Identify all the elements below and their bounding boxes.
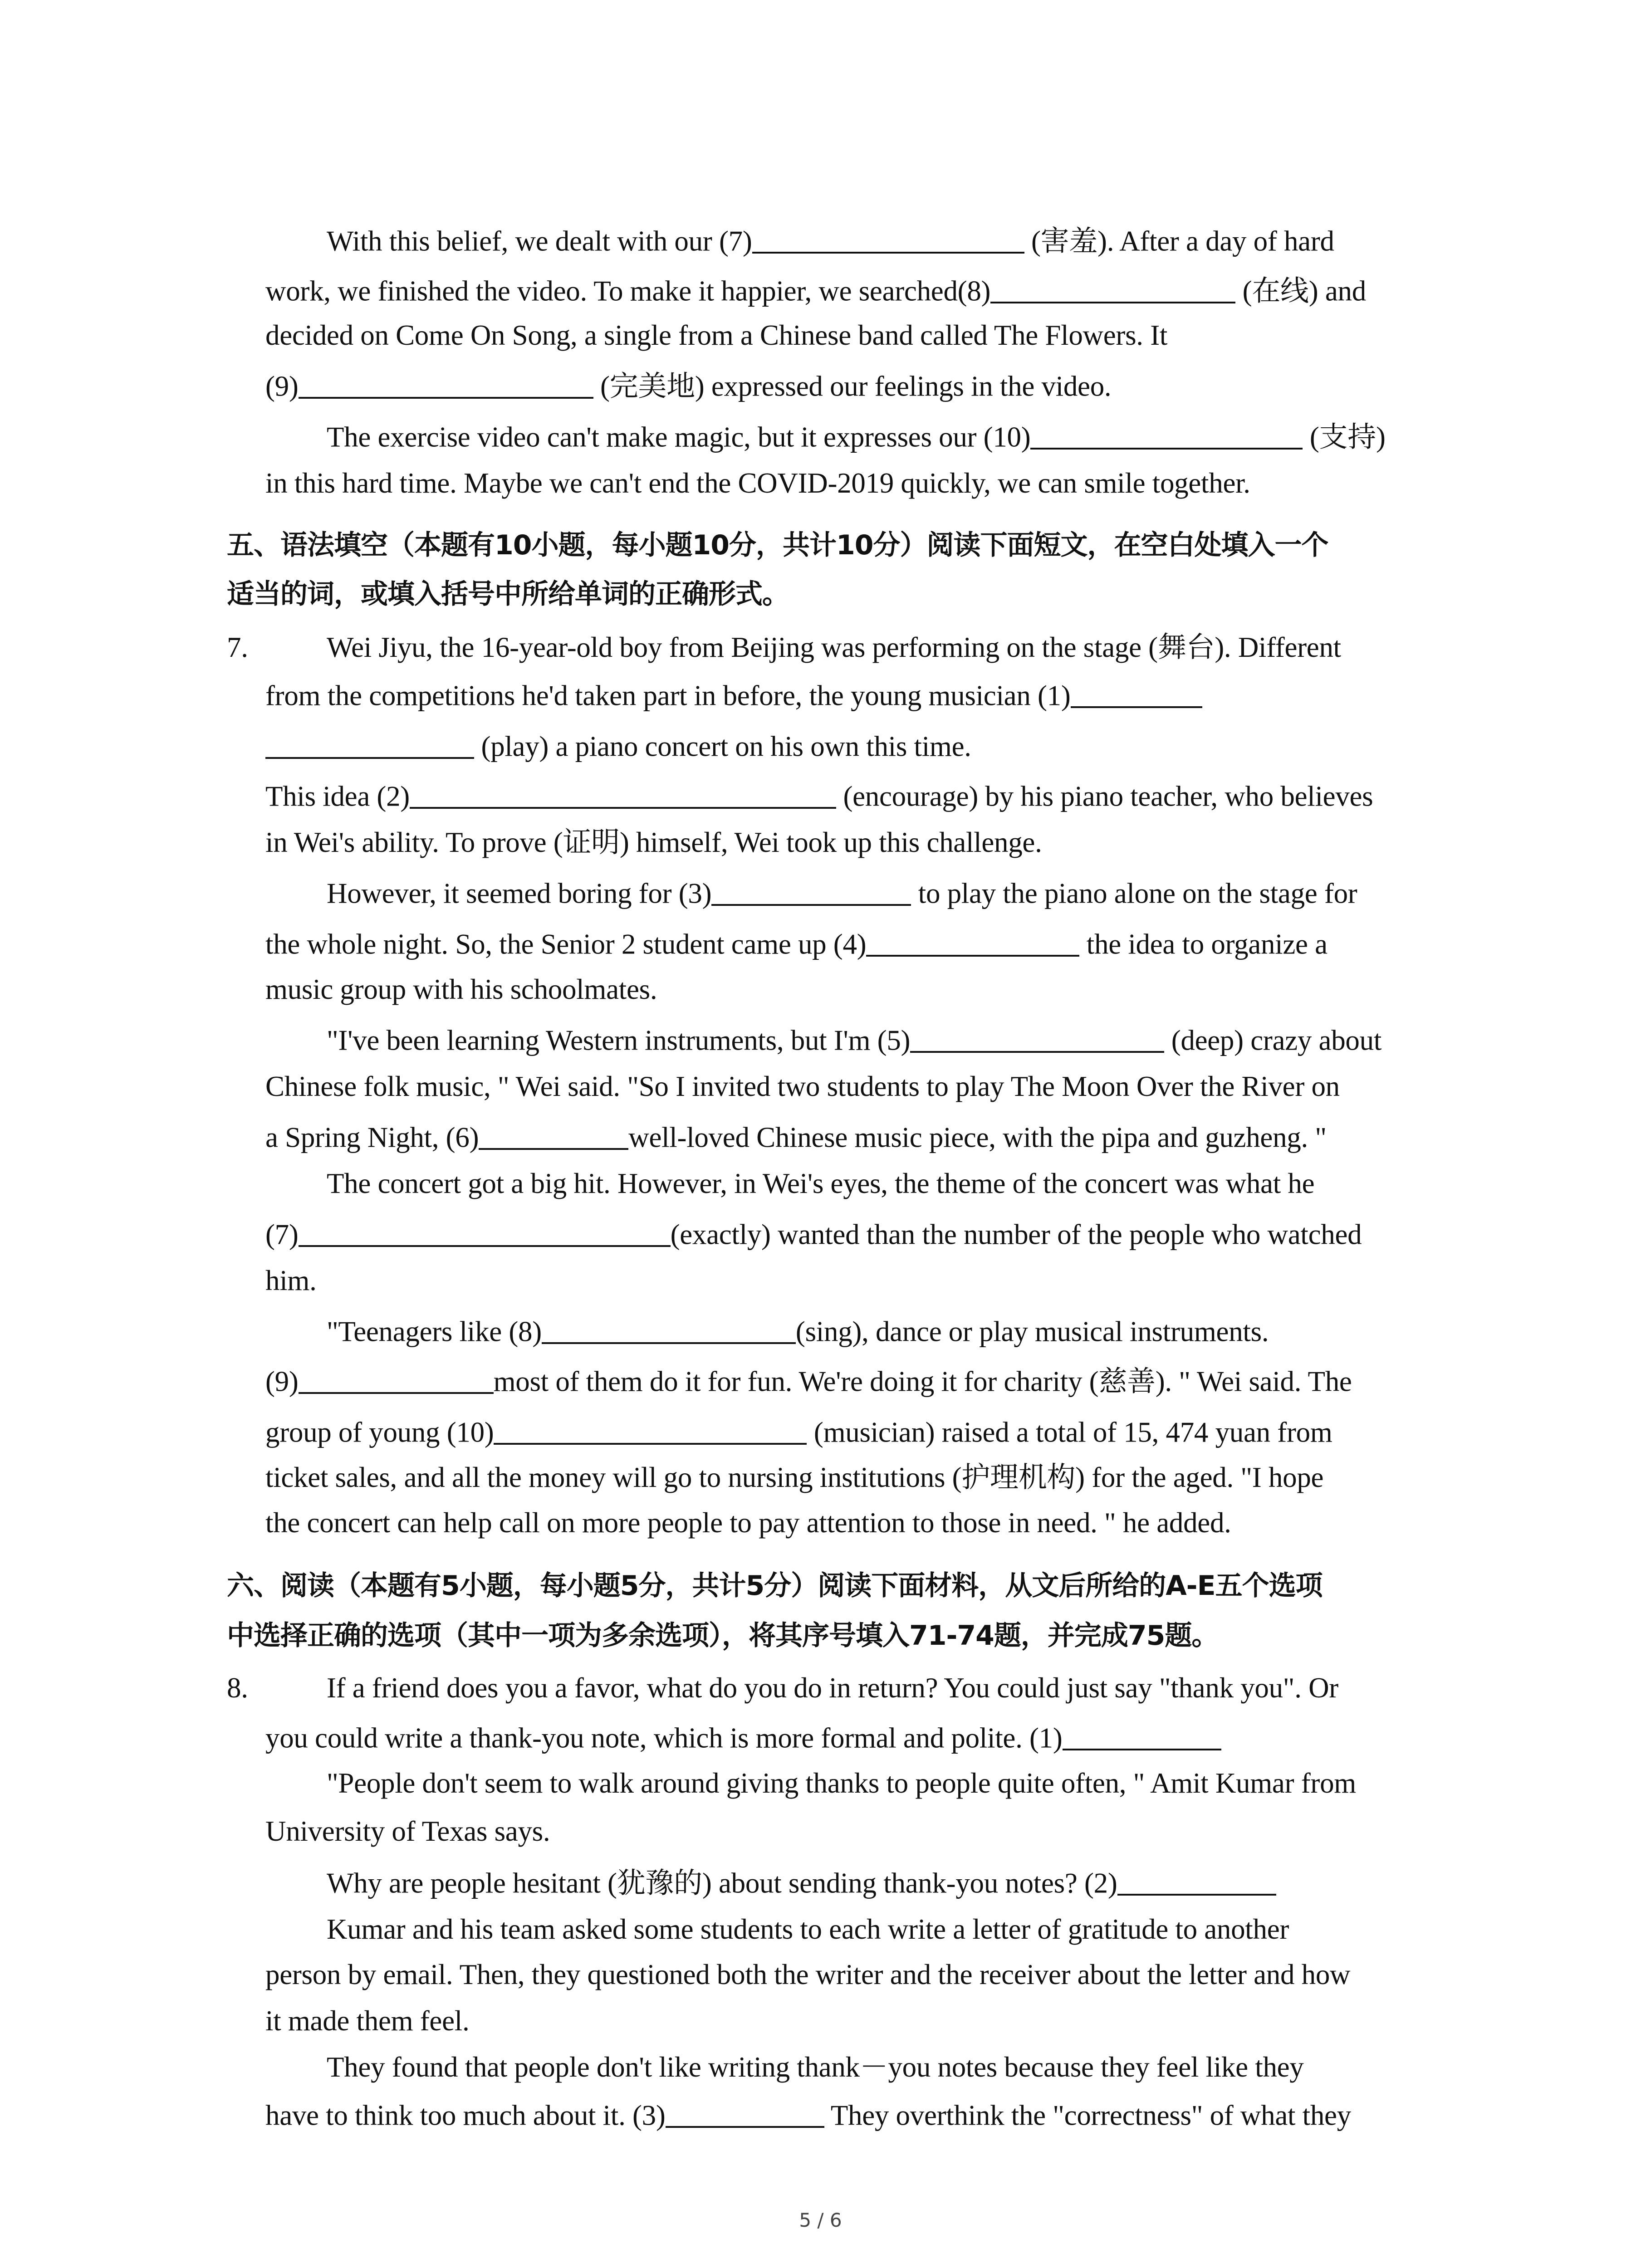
passage-line: University of Texas says. — [265, 1815, 550, 1847]
answer-blank-10[interactable] — [494, 1417, 807, 1445]
answer-blank-10[interactable] — [1030, 422, 1303, 450]
answer-blank-7[interactable] — [752, 226, 1024, 254]
answer-blank-5[interactable] — [910, 1025, 1164, 1053]
answer-blank-9[interactable] — [299, 371, 593, 399]
answer-blank-1-cont[interactable] — [265, 731, 474, 759]
passage-line: it made them feel. — [265, 2005, 470, 2037]
answer-blank-2[interactable] — [410, 781, 836, 809]
passage-line: Chinese folk music, " Wei said. "So I invited two students to play The Moon Over the River on — [265, 1070, 1340, 1102]
passage-line: "People don't seem to walk around giving thanks to people quite often, " Amit Kumar from — [327, 1767, 1356, 1799]
passage-line: Why are people hesitant (犹豫的) about sending thank-you notes? (2) — [327, 1868, 1276, 1898]
passage-line: With this belief, we dealt with our (7) (害羞). After a day of hard — [327, 225, 1334, 257]
answer-blank-9[interactable] — [299, 1366, 494, 1394]
passage-line: Wei Jiyu, the 16-year-old boy from Beijing was performing on the stage (舞台). Different — [327, 631, 1341, 663]
passage-line: (7) (exactly) wanted than the number of the people who watched — [265, 1218, 1362, 1251]
answer-blank-8[interactable] — [990, 276, 1235, 303]
answer-blank-8[interactable] — [542, 1316, 796, 1344]
section-heading: 中选择正确的选项（其中一项为多余选项），将其序号填入71-74题，并完成75题。 — [227, 1620, 1219, 1652]
passage-line: the whole night. So, the Senior 2 student came up (4) the idea to organize a — [265, 928, 1327, 960]
question-number: 8. — [227, 1672, 248, 1704]
passage-line: from the competitions he'd taken part in before, the young musician (1) — [265, 680, 1202, 710]
passage-line: (9) most of them do it for fun. We're doing it for charity (慈善). " Wei said. The — [265, 1365, 1352, 1398]
passage-line: work, we finished the video. To make it happier, we searched(8) (在线) and — [265, 275, 1366, 307]
passage-line: However, it seemed boring for (3) to play the piano alone on the stage for — [327, 877, 1357, 909]
section-heading: 五、语法填空（本题有10小题，每小题10分，共计10分）阅读下面短文，在空白处填入一个 — [227, 529, 1328, 561]
passage-line: "Teenagers like (8) (sing), dance or play musical instruments. — [327, 1315, 1269, 1348]
passage-line: a Spring Night, (6) well-loved Chinese music piece, with the pipa and guzheng. " — [265, 1121, 1327, 1154]
passage-line: decided on Come On Song, a single from a Chinese band called The Flowers. It — [265, 319, 1168, 351]
passage-line: person by email. Then, they questioned both the writer and the receiver about the letter and how — [265, 1959, 1351, 1990]
passage-line: the concert can help call on more people to pay attention to those in need. " he added. — [265, 1507, 1231, 1539]
passage-line: (play) a piano concert on his own this time. — [265, 731, 971, 761]
passage-line: If a friend does you a favor, what do you do in return? You could just say "thank you". Or — [327, 1672, 1338, 1704]
question-number: 7. — [227, 631, 248, 663]
passage-line: The exercise video can't make magic, but it expresses our (10) (支持) — [327, 421, 1386, 453]
passage-line: They found that people don't like writing thank－you notes because they feel like they — [327, 2051, 1304, 2083]
passage-line: in Wei's ability. To prove (证明) himself, Wei took up this challenge. — [265, 826, 1042, 858]
passage-line: him. — [265, 1265, 317, 1296]
answer-blank-3[interactable] — [711, 878, 911, 906]
answer-blank-1[interactable] — [1063, 1723, 1221, 1750]
answer-blank-1[interactable] — [1071, 680, 1202, 708]
answer-blank-6[interactable] — [479, 1122, 628, 1150]
answer-blank-7[interactable] — [299, 1219, 671, 1247]
passage-line: have to think too much about it. (3) They overthink the "correctness" of what they — [265, 2099, 1351, 2131]
page-number: 5 / 6 — [799, 2209, 842, 2231]
passage-line: Kumar and his team asked some students to each write a letter of gratitude to another — [327, 1913, 1289, 1945]
passage-line: music group with his schoolmates. — [265, 973, 657, 1005]
passage-line: you could write a thank-you note, which is more formal and polite. (1) — [265, 1723, 1221, 1753]
answer-blank-3[interactable] — [666, 2100, 824, 2128]
section-heading: 适当的词，或填入括号中所给单词的正确形式。 — [227, 578, 789, 610]
answer-blank-2[interactable] — [1117, 1868, 1276, 1896]
passage-line: ticket sales, and all the money will go to nursing institutions (护理机构) for the aged. "I hope — [265, 1461, 1324, 1493]
passage-line: "I've been learning Western instruments, but I'm (5) (deep) crazy about — [327, 1024, 1382, 1056]
answer-blank-4[interactable] — [866, 929, 1079, 957]
passage-line: group of young (10) (musician) raised a total of 15, 474 yuan from — [265, 1416, 1332, 1448]
passage-line: (9) (完美地) expressed our feelings in the video. — [265, 370, 1112, 402]
passage-line: in this hard time. Maybe we can't end the COVID-2019 quickly, we can smile together. — [265, 467, 1250, 499]
section-heading: 六、阅读（本题有5小题，每小题5分，共计5分）阅读下面材料，从文后所给的A-E五个选项 — [227, 1570, 1323, 1602]
passage-line: The concert got a big hit. However, in Wei's eyes, the theme of the concert was what he — [327, 1168, 1315, 1199]
passage-line: This idea (2) (encourage) by his piano teacher, who believes — [265, 780, 1373, 812]
